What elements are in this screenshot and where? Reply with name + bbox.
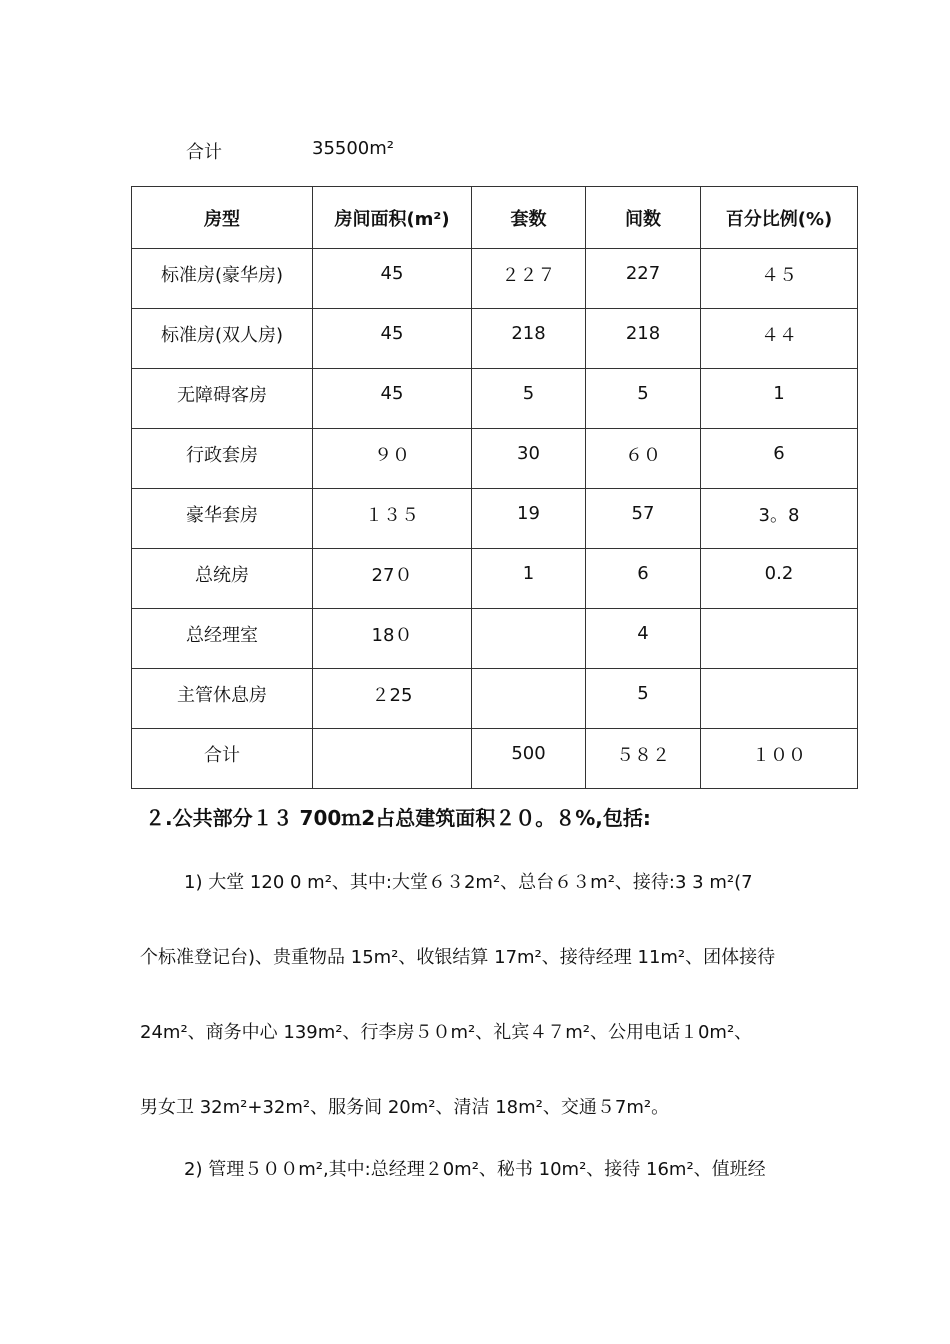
- cell-suite-count: 30: [472, 429, 586, 489]
- cell-room-area: [313, 729, 472, 789]
- cell-room-count: ６０: [586, 429, 701, 489]
- cell-percentage: 0.2: [701, 549, 858, 609]
- cell-room-count: 227: [586, 249, 701, 309]
- paragraph-line: 男女卫 32m²+32m²、服务间 20m²、清洁 18m²、交通５7m²。: [140, 1097, 670, 1118]
- cell-room-area: ９０: [313, 429, 472, 489]
- cell-suite-count: 19: [472, 489, 586, 549]
- paragraph-line: 2) 管理５００m²,其中:总经理２0m²、秘书 10m²、接待 16m²、值班经: [184, 1159, 766, 1180]
- cell-room-type: 主管休息房: [132, 669, 313, 729]
- cell-room-area: 27０: [313, 549, 472, 609]
- table-row: [132, 549, 858, 609]
- table-row: [132, 609, 858, 669]
- cell-room-area: 18０: [313, 609, 472, 669]
- area-total-line: [186, 138, 395, 164]
- table-row: [132, 429, 858, 489]
- cell-room-type: 行政套房: [132, 429, 313, 489]
- area-total-label: 合计: [186, 142, 222, 163]
- cell-percentage: 1: [701, 369, 858, 429]
- paragraph-line: 个标准登记台)、贵重物品 15m²、收银结算 17m²、接待经理 11m²、团体接待: [140, 947, 776, 968]
- table-row: [132, 489, 858, 549]
- cell-room-count: 4: [586, 609, 701, 669]
- cell-room-type: 豪华套房: [132, 489, 313, 549]
- header-room-type: 房型: [132, 187, 313, 249]
- cell-suite-count: 500: [472, 729, 586, 789]
- cell-room-type: 合计: [132, 729, 313, 789]
- room-type-table: [131, 186, 858, 789]
- cell-room-count: 5: [586, 669, 701, 729]
- table-row: [132, 369, 858, 429]
- cell-room-area: 45: [313, 309, 472, 369]
- cell-percentage: [701, 669, 858, 729]
- cell-room-count: 218: [586, 309, 701, 369]
- cell-room-area: １３５: [313, 489, 472, 549]
- cell-room-count: 57: [586, 489, 701, 549]
- header-suite-count: 套数: [472, 187, 586, 249]
- cell-room-type: 标准房(豪华房): [132, 249, 313, 309]
- header-room-area: 房间面积(m²): [313, 187, 472, 249]
- cell-room-area: 45: [313, 369, 472, 429]
- cell-suite-count: 1: [472, 549, 586, 609]
- table-row: [132, 669, 858, 729]
- paragraph-line: 1) 大堂 120 0 m²、其中:大堂６３2m²、总台６３m²、接待:3 3 m²(7: [184, 872, 753, 893]
- cell-suite-count: [472, 609, 586, 669]
- cell-percentage: 3。8: [701, 489, 858, 549]
- table-row: [132, 309, 858, 369]
- cell-percentage: [701, 609, 858, 669]
- cell-room-type: 总经理室: [132, 609, 313, 669]
- cell-room-type: 标准房(双人房): [132, 309, 313, 369]
- cell-percentage: １００: [701, 729, 858, 789]
- cell-percentage: 6: [701, 429, 858, 489]
- area-total-value: 35500m²: [312, 138, 395, 159]
- cell-room-count: 6: [586, 549, 701, 609]
- cell-suite-count: 218: [472, 309, 586, 369]
- header-percentage: 百分比例(%): [701, 187, 858, 249]
- cell-percentage: ４４: [701, 309, 858, 369]
- cell-room-count: ５８２: [586, 729, 701, 789]
- paragraph-line: 24m²、商务中心 139m²、行李房５０m²、礼宾４７m²、公用电话１0m²、: [140, 1022, 753, 1043]
- cell-suite-count: [472, 669, 586, 729]
- table-total-row: [132, 729, 858, 789]
- cell-room-count: 5: [586, 369, 701, 429]
- header-room-count: 间数: [586, 187, 701, 249]
- table-header-row: [132, 187, 858, 249]
- cell-room-type: 总统房: [132, 549, 313, 609]
- cell-suite-count: 5: [472, 369, 586, 429]
- cell-suite-count: ２２７: [472, 249, 586, 309]
- cell-room-area: 45: [313, 249, 472, 309]
- cell-room-area: ２25: [313, 669, 472, 729]
- table-row: [132, 249, 858, 309]
- cell-percentage: ４５: [701, 249, 858, 309]
- cell-room-type: 无障碍客房: [132, 369, 313, 429]
- public-area-heading: ２.公共部分１３ 700ｍ2占总建筑面积２０。８%,包括:: [145, 806, 651, 830]
